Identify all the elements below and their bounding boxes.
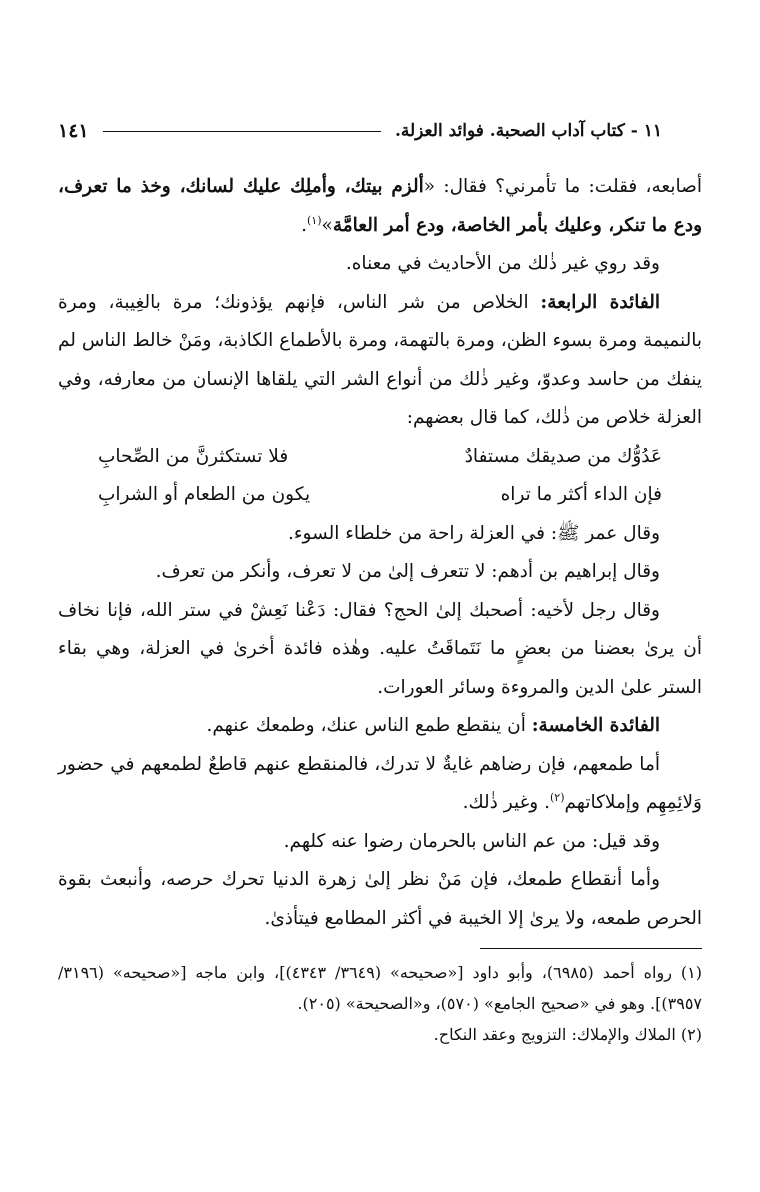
footnote-ref[interactable]: (٢) <box>549 790 565 804</box>
verse-first-half: عَدُوُّك من صديقك مستفادٌ <box>464 445 662 467</box>
paragraph: وقال رجل لأخيه: أصحبك إلىٰ الحج؟ فقال: دَعْنا نَعِشْ في ستر الله، فإنا نخاف أن يرىٰ بعضنا من بعضٍ ما نَتَماقَتُ عليه. وهٰذه فائدة أخرىٰ في العزلة، وهي بقاء الستر علىٰ الدين والمروءة وسائر العورات. <box>58 599 702 698</box>
section-label: الفائدة الخامسة: <box>531 715 660 736</box>
poem <box>58 438 702 515</box>
verse-second-half: فلا تستكثرنَّ من الصِّحابِ <box>98 445 289 467</box>
footnotes <box>58 948 702 1050</box>
page-number: ١٤١ <box>58 120 89 142</box>
paragraph-end: . <box>301 214 307 236</box>
section-label: الفائدة الرابعة: <box>540 291 660 313</box>
paragraph-end: . وغير ذٰلك. <box>462 792 550 813</box>
header-rule <box>103 131 381 132</box>
paragraph-text: أما طمعهم، فإن رضاهم غايةٌ لا تدرك، فالمنقطع عنهم قاطعٌ لطمعهم في حضور وَلائِمِهِم وإملاكاتهم <box>58 753 702 813</box>
paragraph <box>58 168 702 245</box>
footnote: (١) رواه أحمد (٦٩٨٥)، وأبو داود [«صحيحه» (٣٦٤٩/ ٤٣٤٣)]، وابن ماجه [«صحيحه» (٣١٩٦/ ٣٩٥٧)]. وهو في «صحيح الجامع» (٥٧٠)، و«الصحيحة» (٢٠٥). <box>58 963 702 1013</box>
paragraph: وقال إبراهيم بن أدهم: لا تتعرف إلىٰ من لا تعرف، وأنكر من تعرف. <box>155 561 660 582</box>
paragraph: وقد قيل: من عم الناس بالحرمان رضوا عنه كلهم. <box>283 830 660 852</box>
paragraph <box>58 284 702 438</box>
paragraph: وأما أنقطاع طمعك، فإن مَنْ نظر إلىٰ زهرة الدنيا تحرك حرصه، وأنبعث بقوة الحرص طمعه، ولا يرىٰ إلا الخيبة في أكثر المطامع فيتأذىٰ. <box>58 869 702 929</box>
hadith-quote: ألزم بيتك، وأملِك عليك لسانك، وخذ ما تعرف، ودع ما تنكر، وعليك بأمر الخاصة، ودع أمر العامَّة <box>58 176 702 236</box>
chapter-title: ١١ - كتاب آداب الصحبة. فوائد العزلة. <box>394 121 662 141</box>
paragraph-text: الخلاص من شر الناس، فإنهم يؤذونك؛ مرة بالغِيبة، ومرة بالنميمة ومرة بسوء الظن، ومرة بالتهمة، ومرة بالأطماع الكاذبة، ومَنْ خالط الناس لم ينفك من حاسد وعدوّ، وغير ذٰلك من أنواع الشر التي يلقاها الإنسان من معارفه، وفي العزلة خلاص من ذٰلك، كما قال بعضهم: <box>58 291 702 428</box>
paragraph <box>58 707 702 746</box>
paragraph: وقد روي غير ذٰلك من الأحاديث في معناه. <box>345 253 660 274</box>
paragraph-text: أصابعه، فقلت: ما تأمرني؟ فقال: « <box>423 176 702 197</box>
running-header <box>58 116 662 146</box>
footnote-ref[interactable]: (١) <box>306 213 322 227</box>
poem-verse <box>98 438 662 477</box>
verse-first-half: فإن الداء أكثر ما تراه <box>500 484 662 505</box>
footnote-rule <box>480 948 702 949</box>
verse-second-half: يكون من الطعام أو الشرابِ <box>98 484 311 505</box>
paragraph <box>58 746 702 823</box>
quote-close: » <box>321 214 333 236</box>
paragraph-text: أن ينقطع طمع الناس عنك، وطمعك عنهم. <box>206 715 532 736</box>
paragraph: وقال عمر ﷺ: في العزلة راحة من خلطاء السوء. <box>287 522 660 544</box>
footnote: (٢) الملاك والإملاك: التزويج وعقد النكاح. <box>433 1025 702 1044</box>
main-text <box>58 168 702 938</box>
poem-verse <box>98 476 662 515</box>
